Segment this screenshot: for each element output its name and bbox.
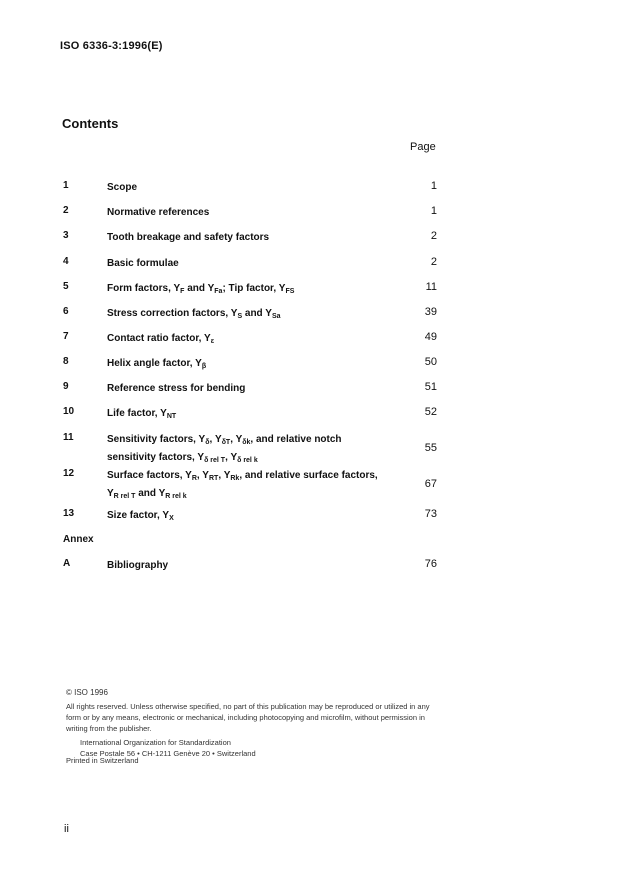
toc-entry-page: 55 — [424, 442, 437, 454]
toc-entry-number: A — [63, 558, 71, 569]
toc-entry-number: 6 — [63, 306, 69, 317]
toc-entry-page: 11 — [425, 281, 437, 293]
toc-entry-number: 13 — [63, 508, 75, 519]
toc-entry-title: Basic formulae — [107, 258, 179, 269]
page-number: ii — [64, 823, 69, 835]
toc-entry-title: Scope — [107, 182, 138, 193]
document-id: ISO 6336-3:1996(E) — [60, 40, 163, 52]
toc-entry-page: 39 — [424, 306, 437, 318]
toc-entry-number: 7 — [63, 331, 69, 342]
page-column-label: Page — [410, 141, 436, 153]
printed-in: Printed in Switzerland — [66, 756, 139, 765]
toc-entry-number: 11 — [63, 432, 74, 443]
toc-entry-page: 2 — [430, 256, 437, 268]
toc-entry-title: Helix angle factor, $Y_\beta$ — [107, 358, 207, 370]
annex-heading: Annex — [63, 534, 94, 545]
rights-statement: All rights reserved. Unless otherwise specified, no part of this publication may be reproduced or utilized in any form or by any means, electronic or mechanical, including photocopying and microfilm, without permission in writing from the publisher. — [66, 702, 430, 733]
toc-entry-title: Contact ratio factor, $Y_\varepsilon$ — [107, 333, 215, 345]
toc-entry-number: 2 — [63, 205, 69, 216]
toc-entry-number: 1 — [63, 180, 69, 191]
organization-name: International Organization for Standardization — [80, 738, 231, 747]
toc-entry-number: 4 — [63, 256, 69, 267]
toc-entry-number: 5 — [63, 281, 69, 292]
toc-entry-title: Size factor, $Y_X$ — [107, 510, 174, 522]
toc-entry-title: Tooth breakage and safety factors — [107, 232, 270, 243]
toc-entry-page: 1 — [430, 180, 437, 192]
toc-entry-page: 52 — [424, 406, 437, 418]
toc-entry-title: Bibliography — [107, 560, 169, 571]
toc-entry-title: Reference stress for bending — [107, 383, 246, 394]
toc-entry-number: 12 — [63, 468, 75, 479]
toc-entry-page: 51 — [424, 381, 437, 393]
toc-entry-page: 49 — [424, 331, 437, 343]
toc-entry-number: 9 — [63, 381, 69, 392]
toc-entry-title: Surface factors, $Y_R$, $Y_{RT}$, $Y_{Rk}$, and relative surface factors, $Y_{R rel T}$ and $Y_{R rel k}$ — [107, 470, 378, 500]
toc-entry-title: Stress correction factors, $Y_S$ and $Y_{Sa}$ — [107, 308, 281, 320]
toc-entry-title: Form factors, $Y_F$ and $Y_{Fa}$; Tip factor, $Y_{FS}$ — [107, 283, 295, 295]
toc-entry-page: 76 — [424, 558, 437, 570]
toc-entry-number: 3 — [63, 230, 69, 241]
contents-heading: Contents — [62, 116, 119, 131]
toc-entry-page: 73 — [424, 508, 437, 520]
toc-entry-number: 10 — [63, 406, 75, 417]
toc-entry-title: Life factor, $Y_{NT}$ — [107, 408, 177, 420]
toc-entry-page: 67 — [424, 478, 437, 490]
organization-postal: Case Postale 56 • CH-1211 Genève 20 • Switzerland — [80, 749, 256, 758]
toc-entry-page: 1 — [430, 205, 437, 217]
copyright-notice: © ISO 1996 — [66, 688, 108, 697]
toc-entry-number: 8 — [63, 356, 69, 367]
toc-entry-page: 2 — [430, 230, 437, 242]
toc-entry-title: Normative references — [107, 207, 210, 218]
toc-entry-page: 50 — [424, 356, 437, 368]
toc-entry-title: Sensitivity factors, $Y_\delta$, $Y_{\delta T}$, $Y_{\delta k}$, and relative notch sensitivity factors, $Y_{\delta rel T}$, $Y_{\delta rel k}$ — [107, 434, 342, 464]
